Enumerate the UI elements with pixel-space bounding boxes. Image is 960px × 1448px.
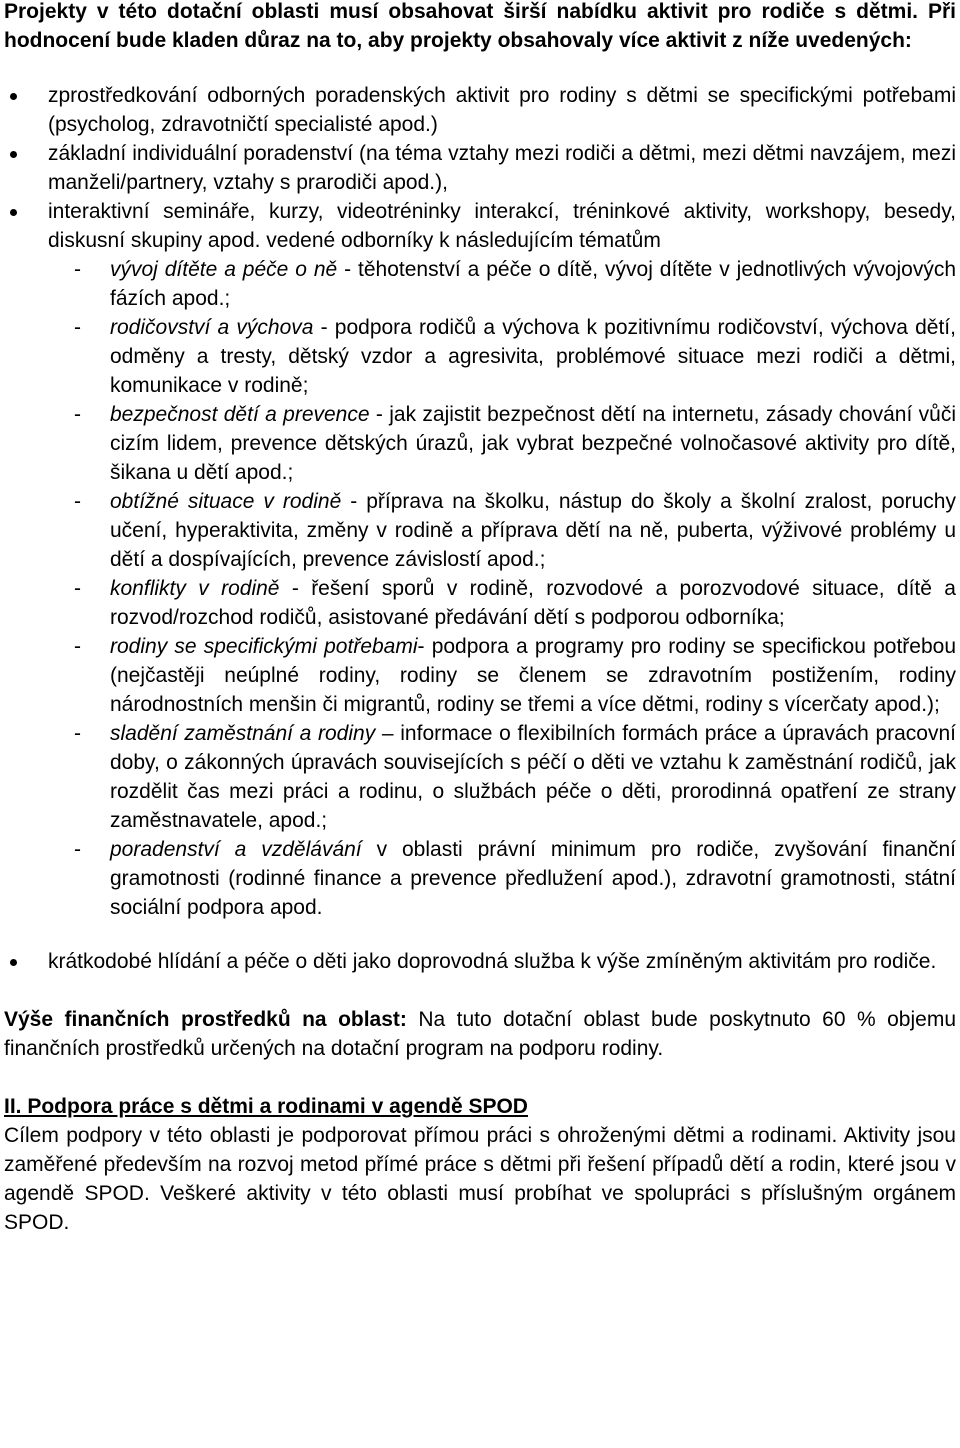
dash-marker: - [74,490,81,513]
funding-paragraph [4,1005,956,1063]
list-item-text: zprostředkování odborných poradenských aktivit pro rodiny s dětmi se specifickými potřebami (psycholog, zdravotničtí specialisté apod.) [48,84,956,136]
topic-item [4,632,956,719]
list-item [4,139,956,197]
activity-list [4,81,956,255]
topic-name: bezpečnost dětí a prevence [110,403,370,426]
topic-item [4,574,956,632]
section-heading: II. Podpora práce s dětmi a rodinami v agendě SPOD [4,1095,528,1118]
dash-marker: - [74,403,81,426]
topic-name: vývoj dítěte a péče o ně [110,258,338,281]
intro-paragraph: Projekty v této dotační oblasti musí obsahovat širší nabídku aktivit pro rodiče s dětmi. Při hodnocení bude kladen důraz na to, aby projekty obsahovaly více aktivit z níže uvedených: [4,0,956,52]
topic-name: rodičovství a výchova [110,316,314,339]
topic-name: rodiny se specifickými potřebami [110,635,418,658]
topic-text: – informace o flexibilních formách práce a úpravách pracovní doby, o zákonných úpravách souvisejících s péčí o děti ve vztahu k zaměstnání rodičů, jak rozdělit čas mezi práci a rodinu, o službách péče o děti, prorodinná opatření ze strany zaměstnavatele, apod.; [110,722,957,832]
list-item [4,947,956,976]
topic-text: - příprava na školku, nástup do školy a školní zralost, poruchy učení, hyperaktivita, změny v rodině a příprava dětí na ně, puberta, výživové problémy u dětí a dospívajících, prevence závislostí apod.; [110,490,956,571]
topic-item [4,719,956,835]
topic-name: konflikty v rodině [110,577,280,600]
list-item-text: krátkodobé hlídání a péče o děti jako doprovodná služba k výše zmíněným aktivitám pro rodiče. [48,950,937,973]
topic-name: poradenství a vzdělávání [110,838,362,861]
bullet-icon [10,93,17,100]
topic-list [4,255,956,922]
dash-marker: - [74,258,81,281]
dash-marker: - [74,838,81,861]
dash-marker: - [74,577,81,600]
topic-item [4,255,956,313]
topic-text: v oblasti právní minimum pro rodiče, zvyšování finanční gramotnosti (rodinné finance a prevence předlužení apod.), zdravotní gramotnosti, státní sociální podpora apod. [110,838,957,919]
funding-text: Na tuto dotační oblast bude poskytnuto 60 % objemu finančních prostředků určených na dotační program na podporu rodiny. [4,1008,956,1060]
topic-text: - těhotenství a péče o dítě, vývoj dítěte v jednotlivých vývojových fázích apod.; [110,258,957,310]
topic-item [4,487,956,574]
funding-label: Výše finančních prostředků na oblast: [4,1008,407,1031]
bullet-icon [10,959,17,966]
topic-item [4,313,956,400]
topic-item [4,835,956,922]
topic-item [4,400,956,487]
dash-marker: - [74,635,81,658]
topic-name: sladění zaměstnání a rodiny [110,722,376,745]
list-item [4,81,956,139]
extra-activity-list [4,947,956,976]
list-item-text: základní individuální poradenství (na téma vztahy mezi rodiči a dětmi, mezi dětmi navzájem, mezi manželi/partnery, vztahy s prarodiči apod.), [48,142,956,194]
topic-name: obtížné situace v rodině [110,490,342,513]
dash-marker: - [74,722,81,745]
topic-text: - podpora rodičů a výchova k pozitivnímu rodičovství, výchova dětí, odměny a tresty, dětský vzdor a agresivita, problémové situace mezi rodiči a dětmi, komunikace v rodině; [110,316,956,397]
list-item [4,197,956,255]
dash-marker: - [74,316,81,339]
topic-text: - jak zajistit bezpečnost dětí na internetu, zásady chování vůči cizím lidem, prevence dětských úrazů, jak vybrat bezpečné volnočasové aktivity pro dítě, šikana u dětí apod.; [110,403,956,484]
section-paragraph: Cílem podpory v této oblasti je podporovat přímou práci s ohroženými dětmi a rodinami. Aktivity jsou zaměřené především na rozvoj metod přímé práce s dětmi při řešení případů dětí a rodin, které jsou v agendě SPOD. Veškeré aktivity v této oblasti musí probíhat ve spolupráci s příslušným orgánem SPOD. [4,1124,956,1234]
list-item-text: interaktivní semináře, kurzy, videotréninky interakcí, tréninkové aktivity, workshopy, besedy, diskusní skupiny apod. vedené odborníky k následujícím tématům [48,200,956,252]
bullet-icon [10,151,17,158]
topic-text: - podpora a programy pro rodiny se specifickou potřebou (nejčastěji neúplné rodiny, rodiny se členem se zdravotním postižením, rodiny národnostních menšin či migrantů, rodiny se třemi a více dětmi, rodiny s vícerčaty apod.); [110,635,956,716]
topic-text: - řešení sporů v rodině, rozvodové a porozvodové situace, dítě a rozvod/rozchod rodičů, asistované předávání dětí s podporou odborníka; [110,577,956,629]
bullet-icon [10,209,17,216]
